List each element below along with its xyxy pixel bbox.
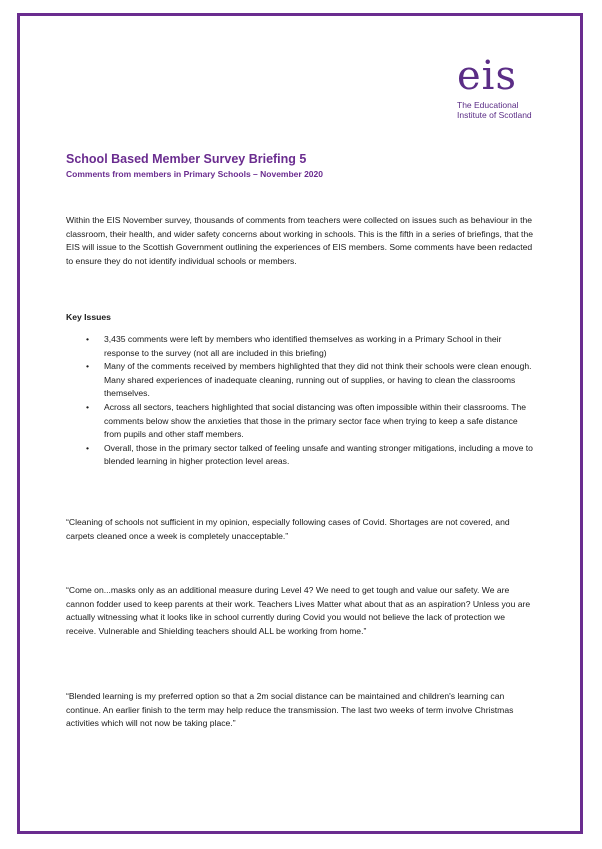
bullet-icon: •	[86, 401, 90, 412]
list-item	[86, 442, 536, 469]
list-item-text: Across all sectors, teachers highlighted that social distancing was often impossible within their classrooms. The comments below show the anxieties that those in the primary sector face when trying to keep a safe distance from pupils and other staff members.	[104, 401, 527, 440]
logo-line-1: The Educational	[457, 100, 519, 110]
quote-masks: “Come on...masks only as an additional measure during Level 4? We need to get tough and value our safety. We are cannon fodder used to keep parents at their work. Teachers Lives Matter what about that as an aspiration? Unless you are actually witnessing what it looks like in school currently during Covid you would not believe the lack of protection we receive. Vulnerable and Shielding teachers should ALL be working from home.”	[66, 585, 531, 636]
key-issues-heading: Key Issues	[66, 312, 111, 322]
document-title: School Based Member Survey Briefing 5	[66, 152, 307, 166]
eis-logo	[457, 53, 547, 120]
bullet-icon: •	[86, 334, 90, 344]
list-item	[86, 401, 536, 442]
list-item	[86, 360, 536, 401]
key-issues-list	[86, 333, 536, 469]
quote-cleaning: “Cleaning of schools not sufficient in my opinion, especially following cases of Covid. Shortages are not covered, and carpets cleaned once a week is completely unacceptable.”	[66, 517, 510, 541]
document-subtitle: Comments from members in Primary Schools – November 2020	[66, 169, 323, 179]
logo-line-2: Institute of Scotland	[457, 110, 532, 120]
list-item-text: Many of the comments received by members highlighted that they did not think their schools were clean enough. Many shared experiences of inadequate cleaning, running out of supplies, or having to clean the classrooms themselves.	[104, 361, 532, 399]
intro-paragraph: Within the EIS November survey, thousands of comments from teachers were collected on issues such as behaviour in the classroom, their health, and wider safety concerns about working in schools. This is the fifth in a series of briefings, that the EIS will issue to the Scottish Government outlining the experiences of EIS members. Some comments have been redacted to ensure they do not identify individual schools or members.	[66, 215, 534, 266]
bullet-icon: •	[86, 442, 90, 453]
list-item-text: 3,435 comments were left by members who identified themselves as working in a Primary School in their response to the survey (not all are included in this briefing)	[104, 334, 502, 358]
quote-blended-learning: “Blended learning is my preferred option so that a 2m social distance can be maintained and children's learning can continue. An earlier finish to the term may help reduce the transmission. The last two weeks of term involve Christmas activities which will not now be taking place.”	[66, 691, 514, 729]
bullet-icon: •	[86, 361, 90, 372]
list-item-text: Overall, those in the primary sector talked of feeling unsafe and wanting stronger mitigations, including a move to blended learning in higher protection level areas.	[104, 442, 533, 467]
logo-caption	[457, 100, 547, 120]
list-item	[86, 333, 536, 360]
logo-mark: eis	[457, 53, 517, 99]
